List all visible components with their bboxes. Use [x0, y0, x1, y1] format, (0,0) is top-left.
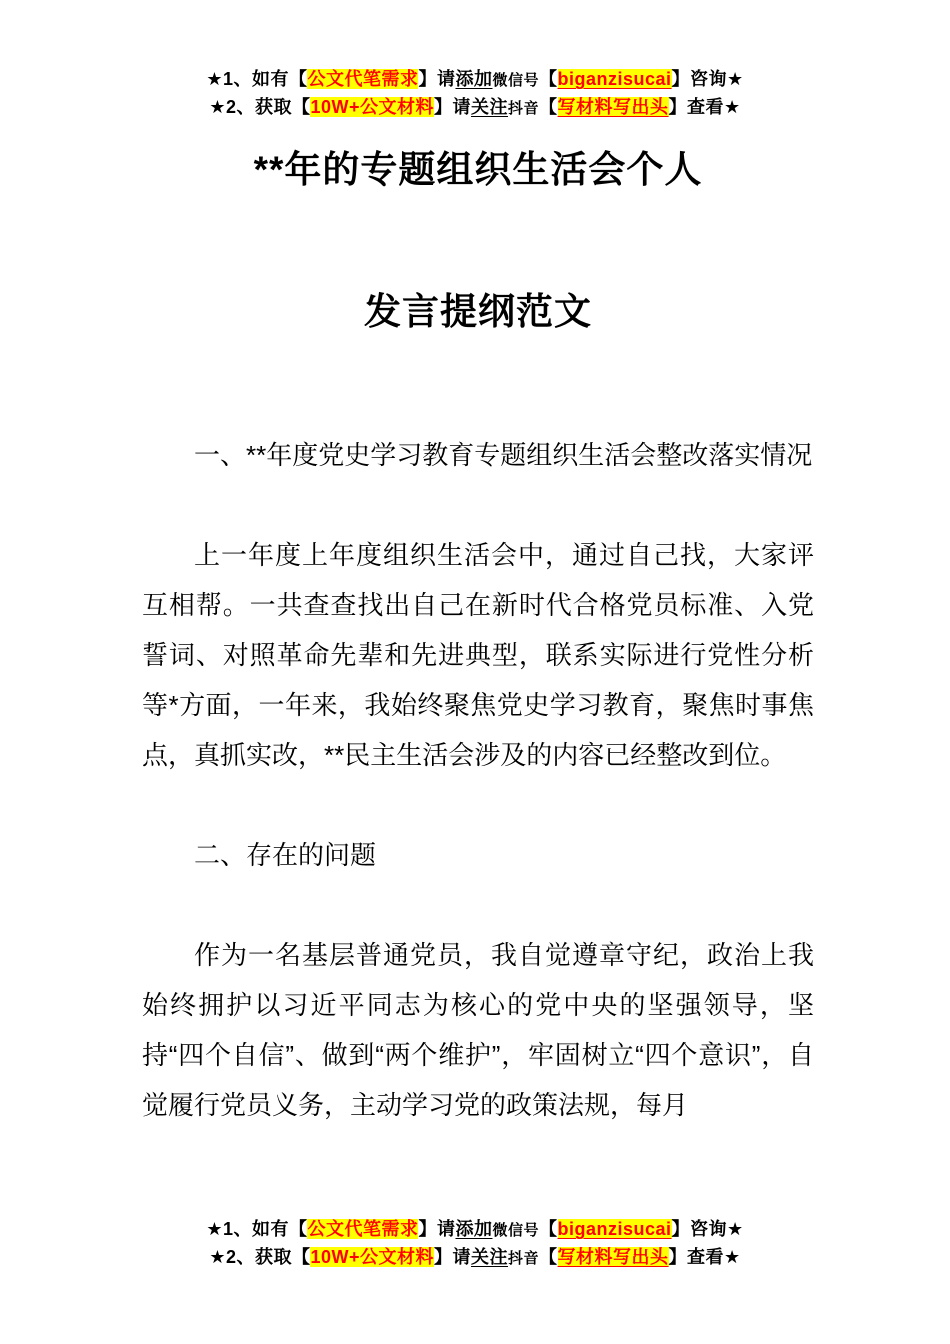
ad-text-segment: ★1、如有【: [206, 69, 308, 89]
ad-text-segment: ★2、获取【: [209, 97, 311, 117]
ad-text-segment: 微信号: [492, 72, 539, 89]
ad-text-segment: 写材料写出头: [557, 1247, 669, 1267]
ad-text-segment: 【: [539, 69, 558, 89]
ad-text-segment: 公文代笔需求: [307, 1219, 419, 1239]
ad-text-segment: 】请: [418, 69, 456, 89]
ad-text-segment: 】查看★: [668, 97, 741, 117]
footer-ad-banner: [0, 1216, 950, 1272]
ad-text-segment: 抖音: [508, 100, 540, 117]
ad-text-segment: 关注: [471, 97, 509, 117]
paragraph-1: 上一年度上年度组织生活会中，通过自己找，大家评互相帮。一共查查找出自己在新时代合格党员标准、入党誓词、对照革命先辈和先进典型，联系实际进行党性分析等*方面，一年来，我始终聚焦党史学习教育，聚焦时事焦点，真抓实改，**民主生活会涉及的内容已经整改到位。: [142, 540, 814, 770]
doc-title-line-2: 发言提纲范文: [364, 291, 592, 332]
ad-text-segment: 10W+公文材料: [310, 97, 435, 117]
ad-text-segment: 】请: [434, 1247, 472, 1267]
ad-text-segment: 关注: [471, 1247, 509, 1267]
ad-text-segment: 】请: [434, 97, 472, 117]
ad-text-segment: 10W+公文材料: [310, 1247, 435, 1267]
footer-ad-line-2: [0, 1244, 950, 1272]
ad-text-segment: 公文代笔需求: [307, 69, 419, 89]
ad-text-segment: 添加: [455, 1219, 493, 1239]
ad-text-segment: 写材料写出头: [557, 97, 669, 117]
ad-text-segment: 【: [539, 1219, 558, 1239]
paragraph-2: 作为一名基层普通党员，我自觉遵章守纪，政治上我始终拥护以习近平同志为核心的党中央的坚强领导，坚持“四个自信”、做到“两个维护”，牢固树立“四个意识”，自觉履行党员义务，主动学习党的政策法规，每月: [142, 940, 814, 1120]
header-ad-line-2: [0, 94, 950, 122]
ad-text-segment: ★2、获取【: [209, 1247, 311, 1267]
section-heading-2: 二、存在的问题: [194, 840, 377, 870]
ad-text-segment: biganzisucai: [557, 69, 672, 89]
ad-text-segment: 】咨询★: [671, 1219, 744, 1239]
header-ad-banner: [0, 66, 950, 122]
doc-title-line-1: **年的专题组织生活会个人: [253, 149, 703, 190]
document-body: [142, 430, 814, 1130]
ad-text-segment: 微信号: [492, 1222, 539, 1239]
ad-text-segment: 】查看★: [668, 1247, 741, 1267]
ad-text-segment: 【: [539, 1247, 558, 1267]
header-ad-line-1: [0, 66, 950, 94]
ad-text-segment: 】请: [418, 1219, 456, 1239]
footer-ad-line-1: [0, 1216, 950, 1244]
ad-text-segment: 抖音: [508, 1250, 540, 1267]
ad-text-segment: ★1、如有【: [206, 1219, 308, 1239]
section-heading-1: 一、**年度党史学习教育专题组织生活会整改落实情况: [194, 440, 813, 470]
ad-text-segment: 添加: [455, 69, 493, 89]
ad-text-segment: 【: [539, 97, 558, 117]
ad-text-segment: biganzisucai: [557, 1219, 672, 1239]
ad-text-segment: 】咨询★: [671, 69, 744, 89]
